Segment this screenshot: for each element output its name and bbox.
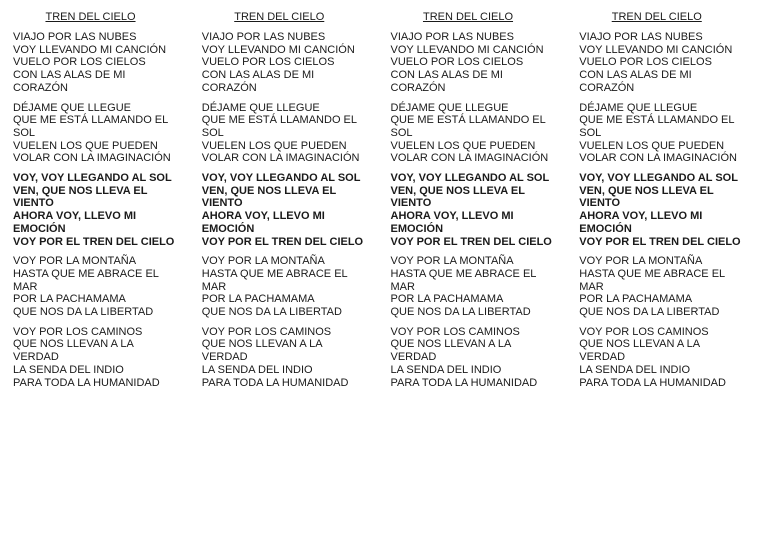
verse-stanza <box>13 255 178 319</box>
lyric-line: CON LAS ALAS DE MI CORAZÓN <box>13 69 126 94</box>
lyric-line: LA SENDA DEL INDIO <box>201 363 313 376</box>
lyric-line: VOY POR EL TREN DEL CIELO <box>201 235 364 248</box>
lyrics-column-3 <box>391 11 580 396</box>
lyric-line: QUE NOS DA LA LIBERTAD <box>13 306 154 319</box>
lyric-line: VOY POR LA MONTAÑA <box>13 255 137 268</box>
lyric-line: VOY, VOY LLEGANDO AL SOL <box>201 172 361 185</box>
lyric-line: VUELO POR LOS CIELOS <box>390 56 524 69</box>
lyric-line: VOY POR EL TREN DEL CIELO <box>579 235 741 248</box>
lyric-line: VOLAR CON LA IMAGINACIÓN <box>390 152 549 165</box>
lyric-line: HASTA QUE ME ABRACE EL MAR <box>390 267 536 293</box>
lyric-line: LA SENDA DEL INDIO <box>390 363 502 376</box>
lyric-line: QUE NOS LLEVAN A LA VERDAD <box>13 338 134 364</box>
lyric-line: POR LA PACHAMAMA <box>579 293 693 306</box>
lyric-line: DÉJAME QUE LLEGUE <box>579 101 698 114</box>
verse-stanza <box>391 102 556 166</box>
lyric-line: VUELO POR LOS CIELOS <box>201 56 335 69</box>
song-title: TREN DEL CIELO <box>234 11 325 23</box>
lyric-line: VOY POR EL TREN DEL CIELO <box>13 235 175 248</box>
lyric-line: QUE ME ESTÁ LLAMANDO EL SOL <box>579 114 735 139</box>
lyric-line: LA SENDA DEL INDIO <box>579 363 691 376</box>
verse-stanza <box>13 31 178 95</box>
verse-stanza <box>13 326 178 390</box>
lyric-line: QUE NOS LLEVAN A LA VERDAD <box>579 338 700 364</box>
lyric-line: QUE NOS DA LA LIBERTAD <box>390 306 531 319</box>
lyric-line: VOY POR LOS CAMINOS <box>579 325 709 338</box>
verse-stanza <box>579 31 744 95</box>
lyric-line: VUELO POR LOS CIELOS <box>579 56 712 69</box>
lyric-line: VEN, QUE NOS LLEVA EL VIENTO <box>579 184 714 210</box>
lyric-line: VIAJO POR LAS NUBES <box>13 31 137 43</box>
lyric-line: QUE NOS LLEVAN A LA VERDAD <box>201 338 322 364</box>
lyric-line: AHORA VOY, LLEVO MI EMOCIÓN <box>201 210 325 235</box>
chorus-stanza <box>202 172 367 248</box>
lyric-line: HASTA QUE ME ABRACE EL MAR <box>201 267 348 293</box>
lyric-line: DÉJAME QUE LLEGUE <box>13 101 131 114</box>
lyric-line: VIAJO POR LAS NUBES <box>390 31 514 43</box>
lyric-line: DÉJAME QUE LLEGUE <box>390 101 509 114</box>
lyric-line: VOY LLEVANDO MI CANCIÓN <box>579 43 733 56</box>
verse-stanza <box>579 326 744 390</box>
lyric-line: PARA TODA LA HUMANIDAD <box>201 376 349 389</box>
lyric-line: CON LAS ALAS DE MI CORAZÓN <box>390 69 503 94</box>
lyric-line: POR LA PACHAMAMA <box>13 293 126 306</box>
lyric-line: VUELEN LOS QUE PUEDEN <box>13 139 158 152</box>
verse-stanza <box>202 102 367 166</box>
lyric-line: VEN, QUE NOS LLEVA EL VIENTO <box>201 184 337 210</box>
lyric-line: CON LAS ALAS DE MI CORAZÓN <box>579 69 692 94</box>
lyric-line: VOY POR LOS CAMINOS <box>13 325 143 338</box>
lyrics-column-4 <box>579 11 768 396</box>
lyric-line: VOY POR LA MONTAÑA <box>201 255 325 268</box>
chorus-stanza <box>13 172 178 248</box>
lyric-line: VIAJO POR LAS NUBES <box>201 31 326 43</box>
lyrics-column-2 <box>202 11 391 396</box>
lyric-line: VEN, QUE NOS LLEVA EL VIENTO <box>390 184 525 210</box>
lyric-line: VOY POR LOS CAMINOS <box>201 325 332 338</box>
chorus-stanza <box>579 172 744 248</box>
lyric-line: PARA TODA LA HUMANIDAD <box>390 376 538 389</box>
lyric-line: VIAJO POR LAS NUBES <box>579 31 703 43</box>
lyric-line: AHORA VOY, LLEVO MI EMOCIÓN <box>13 210 137 235</box>
lyric-line: VOY POR LOS CAMINOS <box>390 325 520 338</box>
lyric-line: QUE NOS DA LA LIBERTAD <box>201 306 342 319</box>
lyric-line: VUELEN LOS QUE PUEDEN <box>579 139 725 152</box>
lyric-line: VOY POR LA MONTAÑA <box>390 255 514 268</box>
lyric-line: VUELEN LOS QUE PUEDEN <box>201 139 347 152</box>
lyric-line: HASTA QUE ME ABRACE EL MAR <box>579 267 725 293</box>
lyric-line: QUE ME ESTÁ LLAMANDO EL SOL <box>201 114 357 139</box>
lyric-line: VOY POR LA MONTAÑA <box>579 255 703 268</box>
lyric-line: POR LA PACHAMAMA <box>390 293 504 306</box>
song-title: TREN DEL CIELO <box>422 11 514 23</box>
lyric-line: QUE ME ESTÁ LLAMANDO EL SOL <box>13 114 168 139</box>
verse-stanza <box>391 255 556 319</box>
lyric-line: AHORA VOY, LLEVO MI EMOCIÓN <box>579 210 703 235</box>
lyric-line: VOY POR EL TREN DEL CIELO <box>390 235 552 248</box>
lyric-line: QUE ME ESTÁ LLAMANDO EL SOL <box>390 114 546 139</box>
lyric-line: QUE NOS DA LA LIBERTAD <box>579 306 720 319</box>
lyric-line: VUELO POR LOS CIELOS <box>13 56 146 69</box>
verse-stanza <box>579 102 744 166</box>
lyric-line: VOY, VOY LLEGANDO AL SOL <box>13 172 172 185</box>
lyric-line: VOY LLEVANDO MI CANCIÓN <box>390 43 544 56</box>
lyric-line: VOLAR CON LA IMAGINACIÓN <box>579 152 737 165</box>
lyric-line: AHORA VOY, LLEVO MI EMOCIÓN <box>390 210 514 235</box>
song-title: TREN DEL CIELO <box>45 11 136 23</box>
lyric-line: POR LA PACHAMAMA <box>201 293 315 306</box>
verse-stanza <box>202 255 367 319</box>
verse-stanza <box>391 326 556 390</box>
lyric-line: VOLAR CON LA IMAGINACIÓN <box>201 152 360 165</box>
lyric-line: VOY, VOY LLEGANDO AL SOL <box>390 172 550 185</box>
lyric-line: CON LAS ALAS DE MI CORAZÓN <box>201 69 315 94</box>
lyric-line: LA SENDA DEL INDIO <box>13 363 124 376</box>
lyric-line: VUELEN LOS QUE PUEDEN <box>390 139 536 152</box>
verse-stanza <box>13 102 178 166</box>
verse-stanza <box>202 326 367 390</box>
verse-stanza <box>579 255 744 319</box>
lyric-line: VOY, VOY LLEGANDO AL SOL <box>579 172 738 185</box>
verse-stanza <box>202 31 367 95</box>
lyric-line: VOLAR CON LA IMAGINACIÓN <box>13 152 171 165</box>
lyric-line: VOY LLEVANDO MI CANCIÓN <box>201 43 355 56</box>
verse-stanza <box>391 31 556 95</box>
chorus-stanza <box>391 172 556 248</box>
lyric-line: VOY LLEVANDO MI CANCIÓN <box>13 43 167 56</box>
lyric-line: PARA TODA LA HUMANIDAD <box>579 376 726 389</box>
song-title: TREN DEL CIELO <box>611 11 702 23</box>
lyric-line: PARA TODA LA HUMANIDAD <box>13 376 160 389</box>
lyric-line: QUE NOS LLEVAN A LA VERDAD <box>390 338 511 364</box>
lyric-line: VEN, QUE NOS LLEVA EL VIENTO <box>13 184 148 210</box>
lyric-line: DÉJAME QUE LLEGUE <box>201 101 320 114</box>
lyrics-column-1 <box>13 11 202 396</box>
lyric-line: HASTA QUE ME ABRACE EL MAR <box>13 267 159 293</box>
